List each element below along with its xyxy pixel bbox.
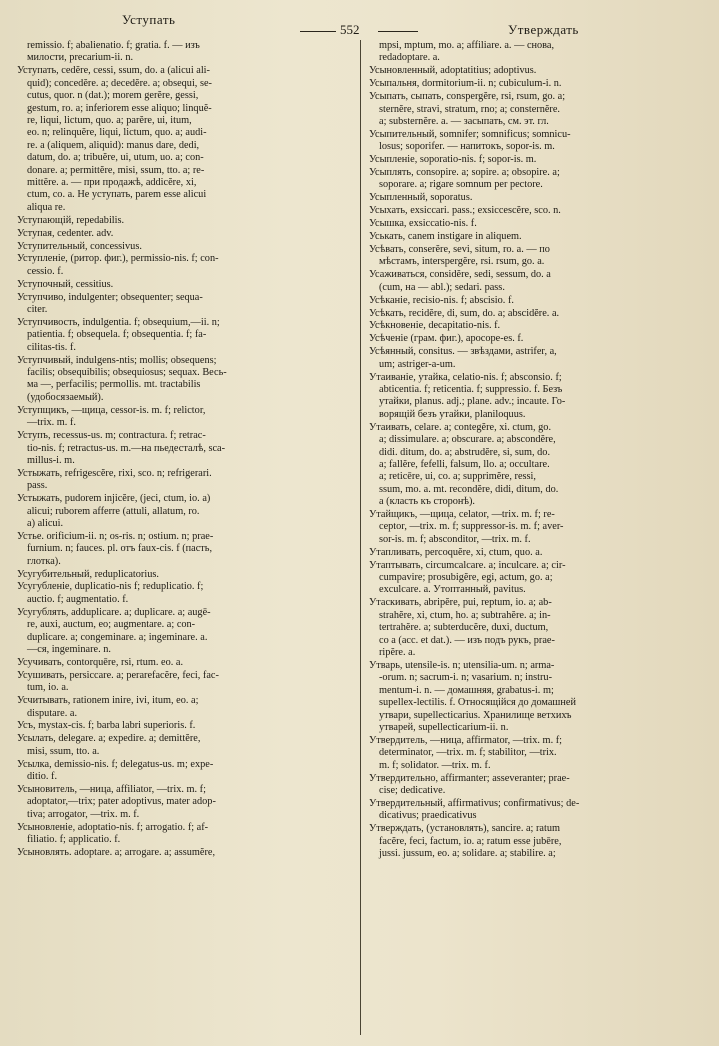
right-column: [369, 40, 703, 861]
dictionary-entry: Утвердительный, affirmativus; confirmativus; de- dicativus; praedicativus: [369, 797, 580, 822]
dictionary-entry: Усаживаться, considĕre, sedi, sessum, do. a (cum, на — abl.); sedari. pass.: [369, 269, 551, 293]
dictionary-entry: Устыжать, pudorem injicĕre, (jeci, ctum, io. a) alicui; ruborem afferre (attuli, allatum, ro. a) alicui.: [17, 493, 211, 529]
dictionary-entry: Уськать, canem instigare in aliquem.: [369, 231, 522, 243]
dictionary-entry: Уступчивость, indulgentia. f; obsequium,—ii. n; patientia. f; obsequela. f; obsequentia. f; fa- cilitas-tis. f.: [17, 316, 220, 353]
dictionary-entry: Уступительный, concessivus.: [17, 240, 142, 252]
dictionary-entry: Утварь, utensile-is. n; utensilia-um. n; arma- -orum. n; sacrum-i. n; vasarium. n; instru- mentum-i. n. — домашняя, grabatus-i. m; supellex-lectilis. f. Относящійся до домашней утвари, supellecticarius. Хранилище ветхихъ утварей, supellecticarium-ii. n.: [369, 659, 576, 733]
dictionary-entry: Усыплять, consopire. a; sopire. a; obsopire. a; soporare. a; rigare somnum per pectore.: [369, 167, 560, 191]
dictionary-entry: mpsi, mptum, mo. a; affiliare. a. — снова, redadoptare. a.: [379, 40, 555, 64]
dictionary-entry: Устье. orificium-ii. n; os-ris. n; ostium. n; prae- furnium. n; fauces. pl. отъ faux-cis. f (пасть, глотка).: [17, 530, 214, 567]
dictionary-entry: Усушивать, persiccare. a; perarefacĕre, feci, fac- tum, io. a.: [17, 669, 219, 694]
dictionary-entry: Усыпительный, somnifer; somnificus; somnicu- losus; soporifer. — напитокъ, sopor-is. m.: [369, 128, 571, 153]
dictionary-entry: Уступая, cedenter. adv.: [17, 227, 114, 239]
dictionary-entry: Усышка, exsiccatio-nis. f.: [369, 218, 477, 230]
dictionary-entry: Усыхать, exsiccari. pass.; exsiccescĕre, sco. n.: [369, 205, 561, 217]
dictionary-entry: Усѣканіе, recisio-nis. f; abscisio. f.: [369, 294, 514, 306]
dictionary-entry: Утвердитель, —ница, affirmator, —trix. m. f; determinator, —trix. m. f; stabilitor, —trix. m. f; solidator. —trix. m. f.: [369, 734, 563, 771]
page-header: [0, 10, 719, 36]
dictionary-entry: Усугубительный, reduplicatorius.: [17, 568, 159, 580]
dictionary-entry: Утаптывать, circumcalcare. a; inculcare. a; cir- cumpavire; prosubigĕre, egi, actum, go. a; exculcare. a. Утоптанный, pavitus.: [369, 559, 566, 596]
dictionary-entry: Уступочный, cessitius.: [17, 278, 114, 290]
dictionary-entry: Уступчиво, indulgenter; obsequenter; sequa- citer.: [17, 291, 203, 316]
dictionary-entry: Утаскивать, abripĕre, pui, reptum, io. a; ab- strahĕre, xi, ctum, ho. a; subtrahĕre. a; in- tertrahĕre. a; subterducĕre, duxi, ductum, co a (acc. et dat.). — изъ подъ рукъ, prae- ripĕre. a.: [369, 597, 555, 658]
dictionary-entry: Утайщикъ, —щица, celator, —trix. m. f; re- ceptor, —trix. m. f; suppressor-is. m. f; aver- sor-is. m. f; absconditor, —trix. m. f.: [369, 509, 564, 545]
column-divider: [360, 40, 361, 1035]
header-rule-left: [300, 31, 336, 32]
dictionary-entry: Устыжать, refrigescĕre, rixi, sco. n; refrigerari. pass.: [17, 467, 212, 492]
dictionary-entry: Уступать, cedĕre, cessi, ssum, do. a (alicui ali- quid); concedĕre. a; decedĕre. a; obsequi, se- cutus, quor. n (dat.); morem gerĕre, gessi, gestum, ro. a; inferiorem esse aliquo; linquĕ- re, liqui, lictum, quo. a; parĕre, ui, itum, eo. n; relinquĕre, liqui, lictum, quo. a; audi- re. a (aliquem, aliquid): manus dare, dedi, datum, do. a; tribuĕre, ui, utum, uo. a; con- donare. a; permittĕre, misi, ssum, tto. a; re- mittĕre. a. — при продажѣ, addicĕre, xi, ctum, co. a. Не уступать, parem esse alicui aliqua re.: [17, 65, 212, 213]
dictionary-entry: Уступающій, repedabilis.: [17, 214, 125, 226]
dictionary-entry: Усыпать, сыпать, conspergĕre, rsi, rsum, go. a; sternĕre, stravi, stratum, rno; a; consternĕre. a; substernĕre. a. — засыпать, см. эт. гл.: [369, 91, 566, 127]
dictionary-entry: Усыновленный, adoptatitius; adoptivus.: [369, 65, 537, 77]
dictionary-entry: Утаивать, celare. a; contegĕre, xi. ctum, go. a; dissimulare. a; obscurare. a; abscondĕre, didi. ditum, do. a; abstrudĕre, si, sum, do. a; fallĕre, fefelli, falsum, llo. a; occultare. a; reticēre, ui, co. a; supprimĕre, ressi, ssum, mo. a. mt. recondĕre, didi, ditum, do. a (класть къ сторонѣ).: [369, 421, 559, 508]
header-left-catchword: Уступать: [122, 12, 176, 27]
dictionary-entry: Усыпленный, soporatus.: [369, 192, 473, 204]
header-right-catchword: Утверждать: [508, 22, 579, 37]
dictionary-entry: Усугубленіе, duplicatio-nis f; reduplicatio. f; auctio. f; augmentatio. f.: [17, 581, 204, 605]
dictionary-entry: Усѣвать, conserĕre, sevi, situm, ro. a. — по мѣстамъ, interspergĕre, rsi. rsum, go. a.: [369, 244, 550, 268]
dictionary-entry: Усчитывать, rationem inire, ivi, itum, eo. a; disputare. a.: [17, 695, 199, 719]
dictionary-entry: Усыпленіе, soporatio-nis. f; sopor-is. m.: [369, 154, 537, 166]
dictionary-entry: Уступчивый, indulgens-ntis; mollis; obsequens; facilis; obsequibilis; obsequiosus; sequax. Весь- ма —, perfacilis; permollis. mt. tractabilis (удобосязаемый).: [17, 354, 227, 403]
header-rule-right: [378, 31, 418, 32]
dictionary-entry: Утапливать, percoquĕre, xi, ctum, quo. a.: [369, 546, 543, 558]
dictionary-entry: Утверждать, (установлять), sancire. a; ratum facĕre, feci, factum, io. a; ratum esse jubēre, jussi. jussum, eo. a; solidare. a; stabilire. a;: [369, 823, 562, 859]
dictionary-entry: Усѣченіе (грам. фиг.), apocope-es. f.: [369, 333, 524, 345]
dictionary-entry: Усъ, mystax-cis. f; barba labri superioris. f.: [17, 720, 196, 732]
dictionary-entry: Усыновленіе, adoptatio-nis. f; arrogatio. f; af- filiatio. f; applicatio. f.: [17, 821, 209, 846]
dictionary-entry: Усыпальня, dormitorium-ii. n; cubiculum-i. n.: [369, 78, 562, 90]
dictionary-entry: Усыновитель, —ница, affiliator, —trix. m. f; adoptator,—trix; pater adoptivus, mater adop- tiva; arrogator, —trix. m. f.: [17, 783, 216, 820]
dictionary-entry: Усѣянный, consitus. — звѣздами, astrifer, a, um; astriger-a-um.: [369, 346, 557, 370]
dictionary-entry: Утаиваніе, утайка, celatio-nis. f; absconsio. f; abticentia. f; reticentia. f; suppressio. f. Безъ утайки, planus. adj.; plane. adv.; incaute. Го- ворящій безъ утайки, planiloquus.: [369, 371, 566, 420]
dictionary-entry: Уступъ, recessus-us. m; contractura. f; retrac- tio-nis. f; retractus-us. m.—на пьедесталѣ, sca- millus-i. m.: [17, 430, 226, 466]
dictionary-entry: Утвердительно, affirmanter; asseveranter; prae- cise; dedicative.: [369, 772, 570, 796]
dictionary-entry: Усылать, delegare. a; expedire. a; demittĕre, misi, ssum, tto. a.: [17, 733, 201, 757]
dictionary-entry: remissio. f; abalienatio. f; gratia. f. — изъ милости, precarium-ii. n.: [27, 40, 200, 64]
left-column: [17, 40, 353, 860]
dictionary-entry: Усѣкать, recidĕre, di, sum, do. a; abscidĕre. a.: [369, 307, 560, 319]
dictionary-entry: Усѣкновеніе, decapitatio-nis. f.: [369, 320, 501, 332]
page-number: 552: [340, 22, 360, 37]
dictionary-entry: Усылка, demissio-nis. f; delegatus-us. m; expe- ditio. f.: [17, 758, 214, 783]
dictionary-entry: Уступленіе, (ритор. фиг.), permissio-nis. f; con- cessio. f.: [17, 253, 219, 277]
dictionary-entry: Усыновлять. adoptare. a; arrogare. a; assumĕre,: [17, 847, 216, 858]
dictionary-entry: Усучивать, contorquēre, rsi, rtum. eo. a.: [17, 656, 184, 668]
dictionary-entry: Усугублять, adduplicare. a; duplicare. a; augē- re, auxi, auctum, eo; augmentare. a; con- duplicare. a; congeminare. a; ingeminare. a. —ся, ingeminare. n.: [17, 606, 211, 655]
dictionary-entry: Уступщикъ, —щица, cessor-is. m. f; relictor, —trix. m. f.: [17, 404, 206, 429]
